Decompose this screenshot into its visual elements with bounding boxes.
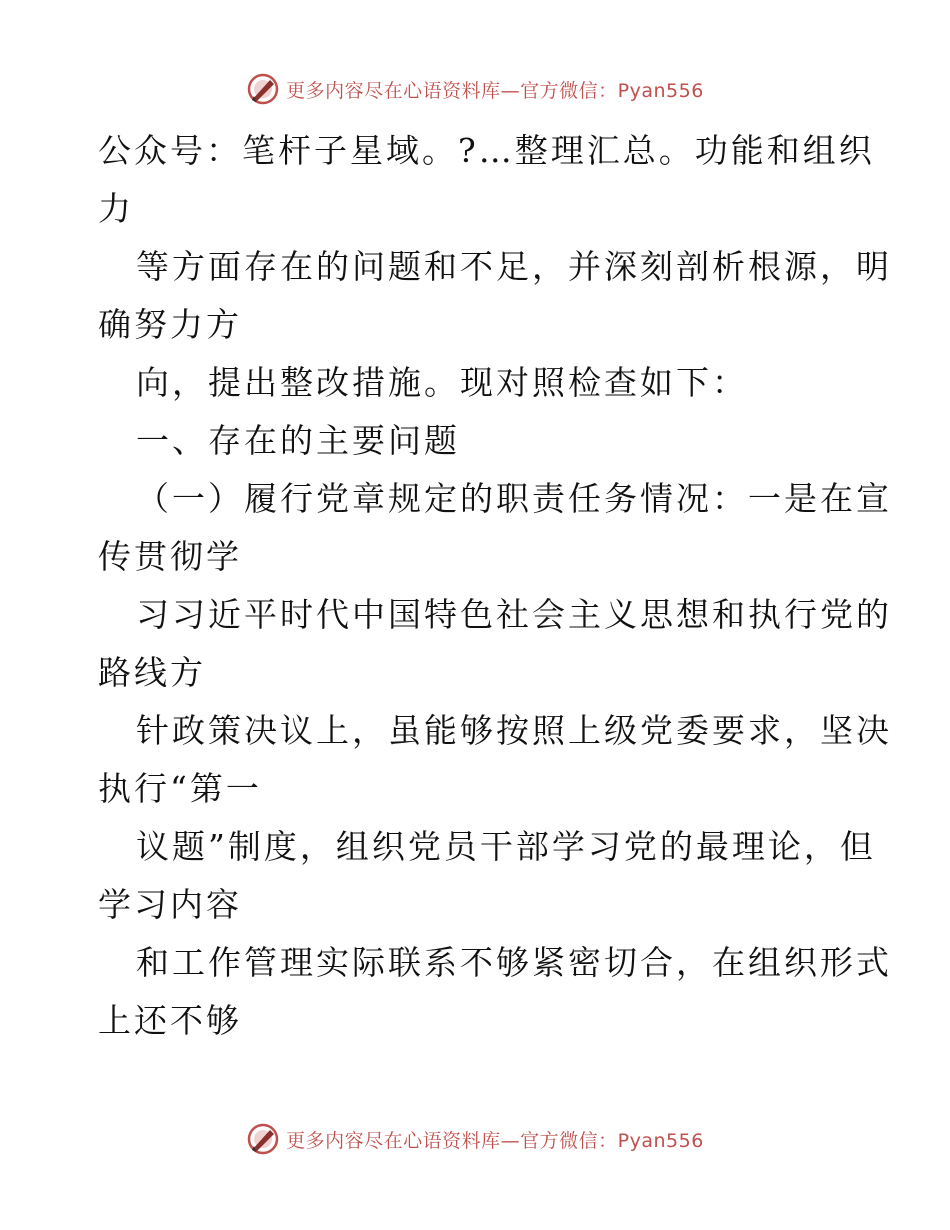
text-line: 学习内容 (98, 885, 242, 924)
text-line: 传贯彻学 (98, 537, 242, 576)
text-line: 向，提出整改措施。现对照检查如下： (136, 363, 748, 402)
pen-logo-icon (246, 1122, 280, 1156)
text-line: （一）履行党章规定的职责任务情况：一是在宣 (136, 479, 892, 518)
banner-text: 更多内容尽在心语资料库—官方微信：Pyan556 (286, 79, 704, 102)
text-line: 议题”制度，组织党员干部学习党的最理论，但 (136, 827, 876, 866)
text-line: 习习近平时代中国特色社会主义思想和执行党的 (136, 595, 892, 634)
text-line: 针政策决议上，虽能够按照上级党委要求，坚决 (136, 711, 892, 750)
pen-logo-icon (246, 72, 280, 106)
text-line: 公众号：笔杆子星域。?…整理汇总。功能和组织 (98, 131, 875, 170)
text-line: 等方面存在的问题和不足，并深刻剖析根源，明 (136, 247, 892, 286)
text-line: 确努力方 (98, 305, 242, 344)
text-line: 路线方 (98, 653, 206, 692)
footer-banner (0, 1122, 950, 1156)
text-line: 和工作管理实际联系不够紧密切合，在组织形式 (136, 943, 892, 982)
text-line: 执行“第一 (98, 769, 262, 808)
document-body (98, 122, 892, 1050)
header-banner (0, 72, 950, 106)
banner-text: 更多内容尽在心语资料库—官方微信：Pyan556 (286, 1129, 704, 1152)
text-line: 上还不够 (98, 1001, 242, 1040)
text-line: 力 (98, 189, 134, 228)
section-heading: 一、存在的主要问题 (136, 421, 460, 460)
